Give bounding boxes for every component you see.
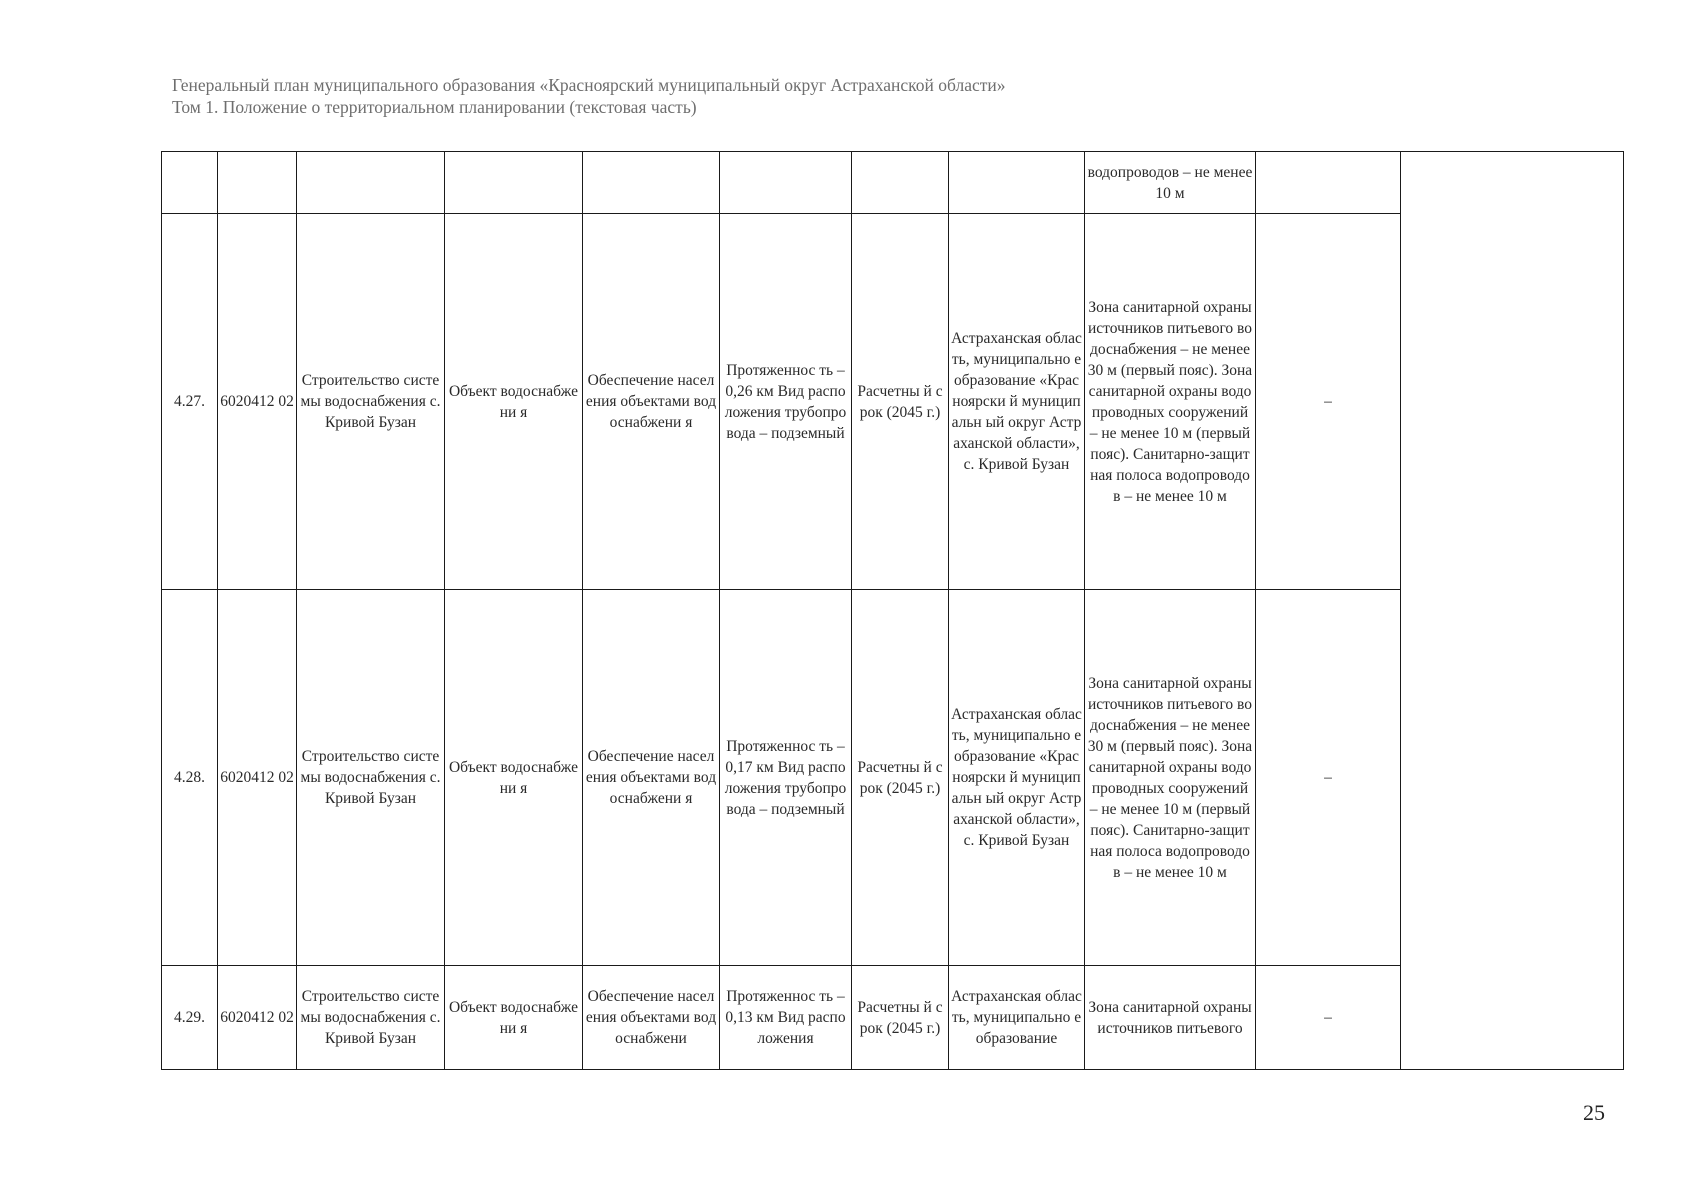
cell-purpose: Объект водоснабжени я [445,590,583,966]
cell-name: Строительство системы водоснабжения с. Кривой Бузан [297,966,445,1070]
cell-name: Строительство системы водоснабжения с. Кривой Бузан [297,590,445,966]
header-title: Генеральный план муниципального образования «Красноярский муниципальный округ Астраханской области» [172,75,1006,95]
blank-column [1401,152,1624,1070]
cell-name [297,152,445,214]
cell-characteristics: Протяженнос ть – 0,17 км Вид расположения трубопровода – подземный [720,590,852,966]
cell-num: 4.28. [162,590,218,966]
cell-note [1256,152,1401,214]
page-number: 25 [1583,1100,1605,1125]
header-subtitle: Том 1. Положение о территориальном планировании (текстовая часть) [172,97,697,117]
cell-characteristics: Протяженнос ть – 0,26 км Вид расположения трубопровода – подземный [720,214,852,590]
cell-code [218,152,297,214]
cell-goal: Обеспечение населения объектами водоснабжени я [583,214,720,590]
cell-goal: Обеспечение населения объектами водоснабжени [583,966,720,1070]
cell-purpose: Объект водоснабжени я [445,214,583,590]
cell-goal: Обеспечение населения объектами водоснабжени я [583,590,720,966]
cell-location: Астраханская область, муниципально е образование «Красноярски й муниципальн ый округ Астраханской области», с. Кривой Бузан [949,214,1085,590]
cell-num: 4.27. [162,214,218,590]
document-header [172,74,1006,118]
cell-goal [583,152,720,214]
cell-purpose [445,152,583,214]
cell-zones: Зона санитарной охраны источников питьевого водоснабжения – не менее 30 м (первый пояс). Зона санитарной охраны водопроводных сооружений – не менее 10 м (первый пояс). Санитарно-защитная полоса водопроводов – не менее 10 м [1085,214,1256,590]
cell-num: 4.29. [162,966,218,1070]
cell-location [949,152,1085,214]
cell-purpose: Объект водоснабжени я [445,966,583,1070]
cell-term: Расчетны й срок (2045 г.) [852,966,949,1070]
cell-note: – [1256,966,1401,1070]
cell-term: Расчетны й срок (2045 г.) [852,590,949,966]
cell-zones: водопроводов – не менее 10 м [1085,152,1256,214]
cell-note: – [1256,214,1401,590]
cell-location: Астраханская область, муниципально е образование [949,966,1085,1070]
cell-term: Расчетны й срок (2045 г.) [852,214,949,590]
cell-code: 6020412 02 [218,966,297,1070]
cell-zones: Зона санитарной охраны источников питьевого [1085,966,1256,1070]
table-row-continuation [162,152,1624,214]
cell-name: Строительство системы водоснабжения с. Кривой Бузан [297,214,445,590]
cell-code: 6020412 02 [218,214,297,590]
planning-objects-table [161,151,1624,1070]
cell-note: – [1256,590,1401,966]
cell-characteristics: Протяженнос ть – 0,13 км Вид расположения [720,966,852,1070]
cell-num [162,152,218,214]
cell-code: 6020412 02 [218,590,297,966]
cell-characteristics [720,152,852,214]
cell-term [852,152,949,214]
cell-location: Астраханская область, муниципально е образование «Красноярски й муниципальн ый округ Астраханской области», с. Кривой Бузан [949,590,1085,966]
cell-zones: Зона санитарной охраны источников питьевого водоснабжения – не менее 30 м (первый пояс). Зона санитарной охраны водопроводных сооружений – не менее 10 м (первый пояс). Санитарно-защитная полоса водопроводов – не менее 10 м [1085,590,1256,966]
